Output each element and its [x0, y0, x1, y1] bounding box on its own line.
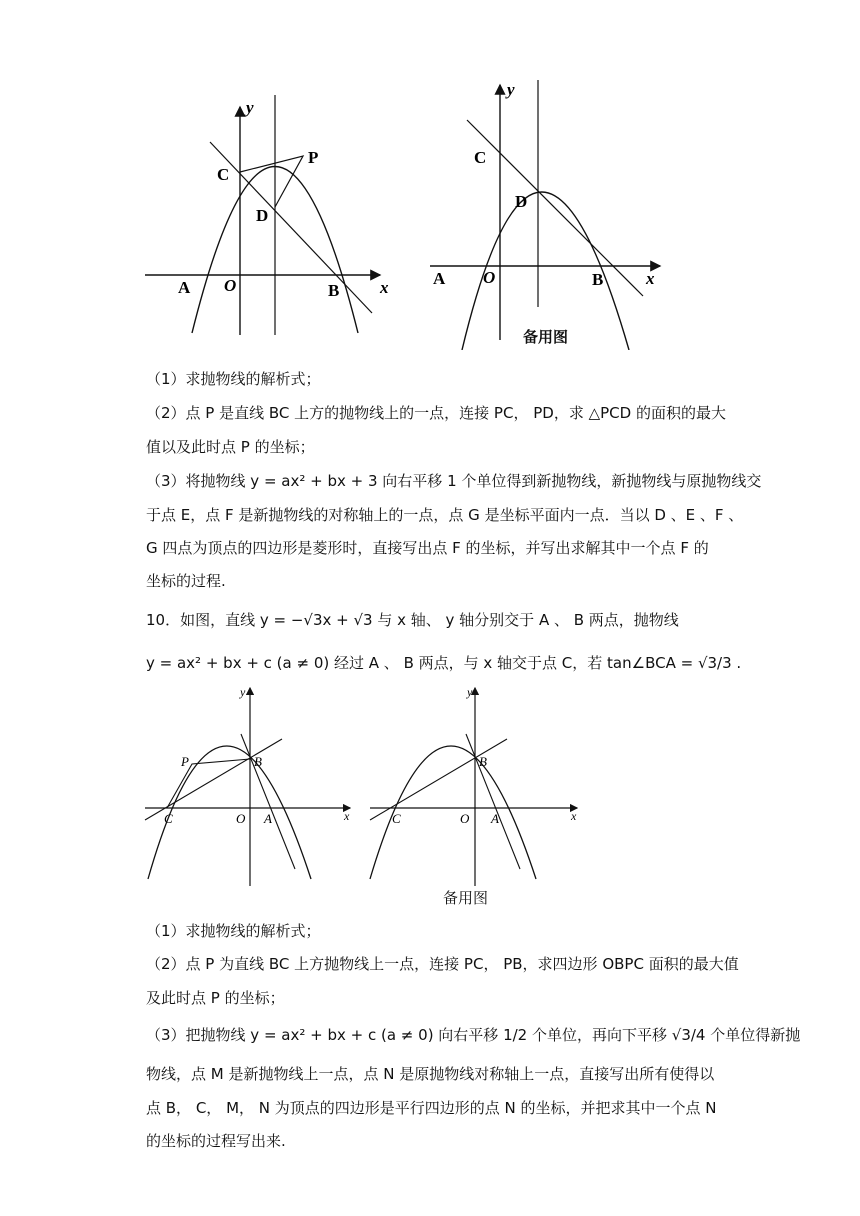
p10-q3-line3: 点 B， C， M， N 为顶点的四边形是平行四边形的点 N 的坐标，并把求其中一个点 N	[146, 1099, 717, 1117]
label-c: C	[474, 148, 487, 167]
label-o: O	[224, 276, 237, 295]
label-x: x	[344, 809, 350, 823]
p10-intro-line1: 10．如图，直线 y = −√3x + √3 与 x 轴、 y 轴分别交于 A 、 B 两点，抛物线	[146, 611, 679, 629]
p9-figure-2	[425, 75, 675, 350]
label-y: y	[507, 80, 515, 99]
label-x: x	[380, 278, 389, 297]
label-p: P	[308, 148, 319, 167]
p10-q2-line2: 及此时点 P 的坐标；	[146, 989, 285, 1007]
label-c: C	[392, 811, 401, 826]
p9-fig2-caption: 备用图	[523, 328, 569, 346]
label-o: O	[236, 811, 246, 826]
label-b: B	[592, 270, 604, 289]
p9-q2-line1: （2）点 P 是直线 BC 上方的抛物线上的一点，连接 PC， PD，求 △PCD 的面积的最大	[146, 404, 726, 422]
p9-q1: （1）求抛物线的解析式；	[146, 370, 321, 388]
label-o: O	[460, 811, 470, 826]
label-p: P	[181, 754, 189, 769]
p10-figure-1	[140, 684, 360, 889]
p10-q3-line2: 物线，点 M 是新抛物线上一点，点 N 是原抛物线对称轴上一点，直接写出所有使得以	[146, 1065, 715, 1083]
line-ab	[241, 734, 295, 869]
label-c: C	[164, 811, 173, 826]
line-ab	[466, 734, 520, 869]
p9-q3-line4: 坐标的过程.	[146, 572, 226, 590]
p10-q3-line1: （3）把抛物线 y = ax² + bx + c (a ≠ 0) 向右平移 1/2 个单位，再向下平移 √3/4 个单位得新抛	[146, 1026, 801, 1044]
label-d: D	[256, 206, 269, 225]
label-b: B	[254, 754, 262, 769]
p10-q3-line4: 的坐标的过程写出来.	[146, 1132, 286, 1150]
label-y: y	[246, 98, 254, 117]
label-x: x	[646, 269, 655, 288]
label-o: O	[483, 268, 496, 287]
p9-q3-line2: 于点 E，点 F 是新抛物线的对称轴上的一点，点 G 是坐标平面内一点．当以 D 、E 、F 、	[146, 506, 744, 524]
p10-q1: （1）求抛物线的解析式；	[146, 922, 321, 940]
p9-q2-line2: 值以及此时点 P 的坐标；	[146, 438, 315, 456]
label-x: x	[571, 809, 577, 823]
label-y: y	[240, 685, 246, 699]
p9-q3-line1: （3）将抛物线 y = ax² + bx + 3 向右平移 1 个单位得到新抛物线，新抛物线与原抛物线交	[146, 472, 762, 490]
label-b: B	[328, 281, 340, 300]
p10-figure-2	[365, 684, 585, 889]
p9-q3-line3: G 四点为顶点的四边形是菱形时，直接写出点 F 的坐标，并写出求解其中一个点 F 的	[146, 539, 709, 557]
p10-q2-line1: （2）点 P 为直线 BC 上方抛物线上一点，连接 PC， PB，求四边形 OBPC 面积的最大值	[146, 955, 739, 973]
label-c: C	[217, 165, 230, 184]
label-d: D	[515, 192, 528, 211]
p10-fig2-caption: 备用图	[443, 889, 489, 907]
polygon-pcb	[167, 759, 250, 808]
label-a: A	[491, 811, 499, 826]
label-a: A	[433, 269, 446, 288]
p9-figure-1	[140, 95, 400, 340]
p10-intro-line2: y = ax² + bx + c (a ≠ 0) 经过 A 、 B 两点，与 x 轴交于点 C，若 tan∠BCA = √3/3 .	[146, 654, 742, 672]
label-a: A	[264, 811, 272, 826]
label-y: y	[467, 685, 473, 699]
label-a: A	[178, 278, 191, 297]
label-b: B	[479, 754, 487, 769]
